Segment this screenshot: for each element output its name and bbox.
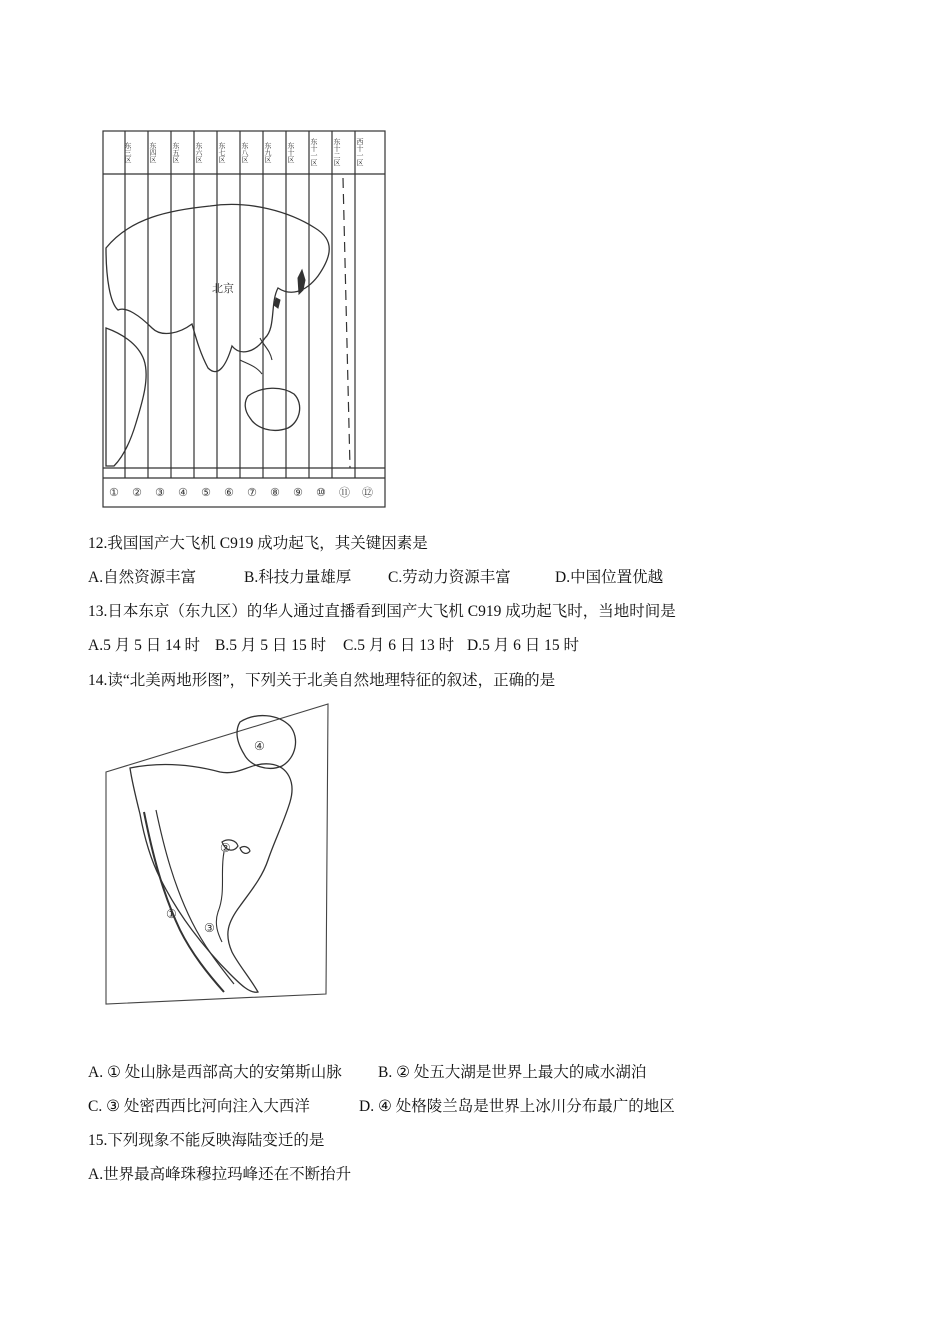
option-c[interactable]: C.劳动力资源丰富 [388,569,511,586]
zone-header: 东四区 [149,142,157,163]
option-b[interactable]: B.科技力量雄厚 [244,569,352,586]
option-b[interactable]: B. ② 处五大湖是世界上最大的咸水湖泊 [378,1064,647,1081]
map-marker-4: ④ [254,739,265,753]
zone-marker: ⑩ [316,486,326,499]
option-a[interactable]: A.世界最高峰珠穆拉玛峰还在不断抬升 [88,1166,352,1183]
zone-header: 东五区 [172,142,180,163]
option-c[interactable]: C. ③ 处密西西比河向注入大西洋 [88,1098,310,1115]
zone-marker: ⑥ [224,486,234,499]
date-line [343,178,350,468]
map-marker-1: ① [166,907,177,921]
question-14-options-row1 [88,1063,808,1083]
zone-marker: ④ [178,486,188,499]
zone-header: 西十一区 [356,138,364,166]
greenland-outline [237,716,296,769]
zone-marker: ② [132,486,142,499]
map-marker-3: ③ [204,921,215,935]
beijing-label: 北京 [212,282,234,295]
zone-marker: ⑤ [201,486,211,499]
bottom-markers [109,486,373,499]
option-a[interactable]: A.5 月 5 日 14 时 [88,637,200,654]
zone-header: 东八区 [241,142,249,163]
north-america-map [100,702,340,1048]
zone-header: 东十一区 [310,138,318,166]
zone-marker: ⑫ [362,486,373,499]
zone-header: 东十区 [287,142,295,163]
zone-marker: ① [109,486,119,499]
zone-marker: ③ [155,486,165,499]
zone-header: 东三区 [124,142,132,163]
zone-header: 东七区 [218,142,226,163]
option-a[interactable]: A. ① 处山脉是西部高大的安第斯山脉 [88,1064,342,1081]
option-a[interactable]: A.自然资源丰富 [88,569,197,586]
zone-marker: ⑪ [339,486,350,499]
zone-header: 东十二区 [333,138,341,166]
time-zone-map [100,128,390,512]
option-d[interactable]: D.5 月 6 日 15 时 [467,637,579,654]
map-marker-2: ② [220,841,231,855]
question-13-options [88,636,788,656]
zone-marker: ⑧ [270,486,280,499]
zone-marker: ⑨ [293,486,303,499]
question-12-stem: 12.我国国产大飞机 C919 成功起飞，其关键因素是 [88,535,428,552]
australia-outline [245,388,299,430]
question-14-options-row2 [88,1097,808,1117]
question-14-stem: 14.读“北美两地形图”，下列关于北美自然地理特征的叙述，正确的是 [88,672,556,689]
north-america-outline [130,764,292,992]
question-13-stem: 13.日本东京（东九区）的华人通过直播看到国产大飞机 C919 成功起飞时，当地时间是 [88,603,676,620]
option-b[interactable]: B.5 月 5 日 15 时 [215,637,327,654]
question-15-stem: 15.下列现象不能反映海陆变迁的是 [88,1132,325,1149]
mountain-range [144,812,224,992]
option-d[interactable]: D.中国位置优越 [555,569,664,586]
zone-marker: ⑦ [247,486,257,499]
mississippi-river [216,852,224,942]
option-c[interactable]: C.5 月 6 日 13 时 [343,637,455,654]
question-12-options [88,568,788,588]
zone-header: 东六区 [195,142,203,163]
zone-header: 东九区 [264,142,272,163]
africa-outline [106,328,146,466]
zone-headers [124,137,364,167]
option-d[interactable]: D. ④ 处格陵兰岛是世界上冰川分布最广的地区 [359,1098,675,1115]
